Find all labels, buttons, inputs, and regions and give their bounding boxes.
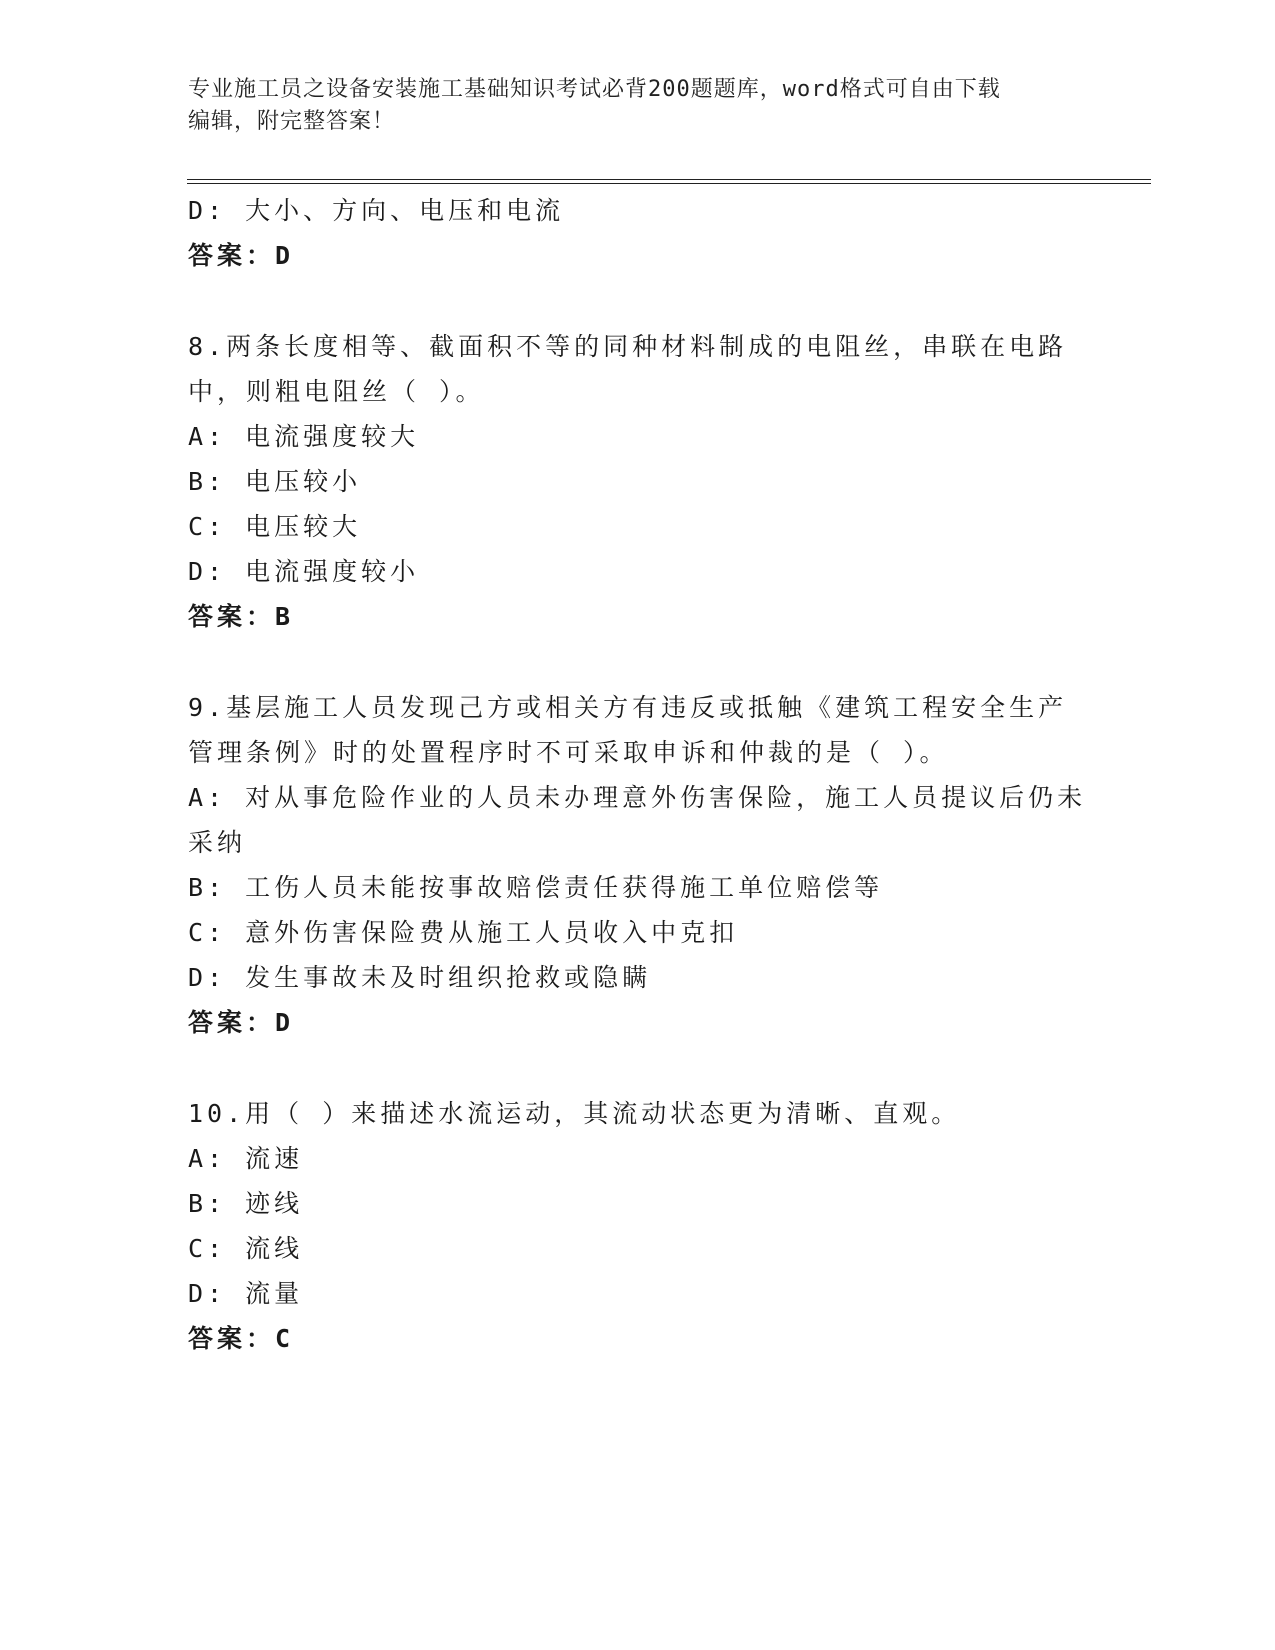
q9-stem-line-1: 9.基层施工人员发现己方或相关方有违反或抵触《建筑工程安全生产 [188, 693, 1068, 722]
question-10 [188, 1091, 1088, 1361]
q10-option-a: A: 流速 [188, 1144, 304, 1173]
q9-option-a-line-1: A: 对从事危险作业的人员未办理意外伤害保险，施工人员提议后仍未 [188, 783, 1087, 812]
question-list [188, 188, 1088, 1361]
q9-option-c: C: 意外伤害保险费从施工人员收入中克扣 [188, 918, 739, 947]
q7-answer: 答案：D [188, 241, 295, 270]
spacer [188, 1045, 1088, 1091]
q8-option-b: B: 电压较小 [188, 467, 362, 496]
q9-answer: 答案：D [188, 1008, 295, 1037]
q9-option-a-line-2: 采纳 [188, 828, 247, 857]
q9-option-b: B: 工伤人员未能按事故赔偿责任获得施工单位赔偿等 [188, 873, 884, 902]
spacer [188, 639, 1088, 685]
q10-option-d: D: 流量 [188, 1279, 304, 1308]
question-9 [188, 685, 1088, 1045]
header-divider-top [187, 179, 1151, 180]
q10-option-c: C: 流线 [188, 1234, 304, 1263]
spacer [188, 278, 1088, 324]
header-line-2: 编辑，附完整答案！ [188, 109, 396, 134]
q8-stem-line-1: 8.两条长度相等、截面积不等的同种材料制成的电阻丝，串联在电路 [188, 332, 1068, 361]
document-header [188, 74, 1068, 138]
q8-stem-line-2: 中，则粗电阻丝（ ）。 [188, 377, 485, 406]
q9-stem-line-2: 管理条例》时的处置程序时不可采取申诉和仲裁的是（ ）。 [188, 738, 949, 767]
header-divider-bottom [187, 183, 1151, 184]
q8-option-a: A: 电流强度较大 [188, 422, 420, 451]
q9-option-d: D: 发生事故未及时组织抢救或隐瞒 [188, 963, 652, 992]
q8-option-c: C: 电压较大 [188, 512, 362, 541]
header-line-1: 专业施工员之设备安装施工基础知识考试必背200题题库，word格式可自由下载 [188, 77, 1001, 102]
q7-option-d: D: 大小、方向、电压和电流 [188, 196, 565, 225]
question-7-tail [188, 188, 1088, 278]
q10-answer: 答案：C [188, 1324, 295, 1353]
q10-stem: 10.用（ ）来描述水流运动，其流动状态更为清晰、直观。 [188, 1099, 961, 1128]
q8-answer: 答案：B [188, 602, 295, 631]
q10-option-b: B: 迹线 [188, 1189, 304, 1218]
question-8 [188, 324, 1088, 639]
q8-option-d: D: 电流强度较小 [188, 557, 420, 586]
